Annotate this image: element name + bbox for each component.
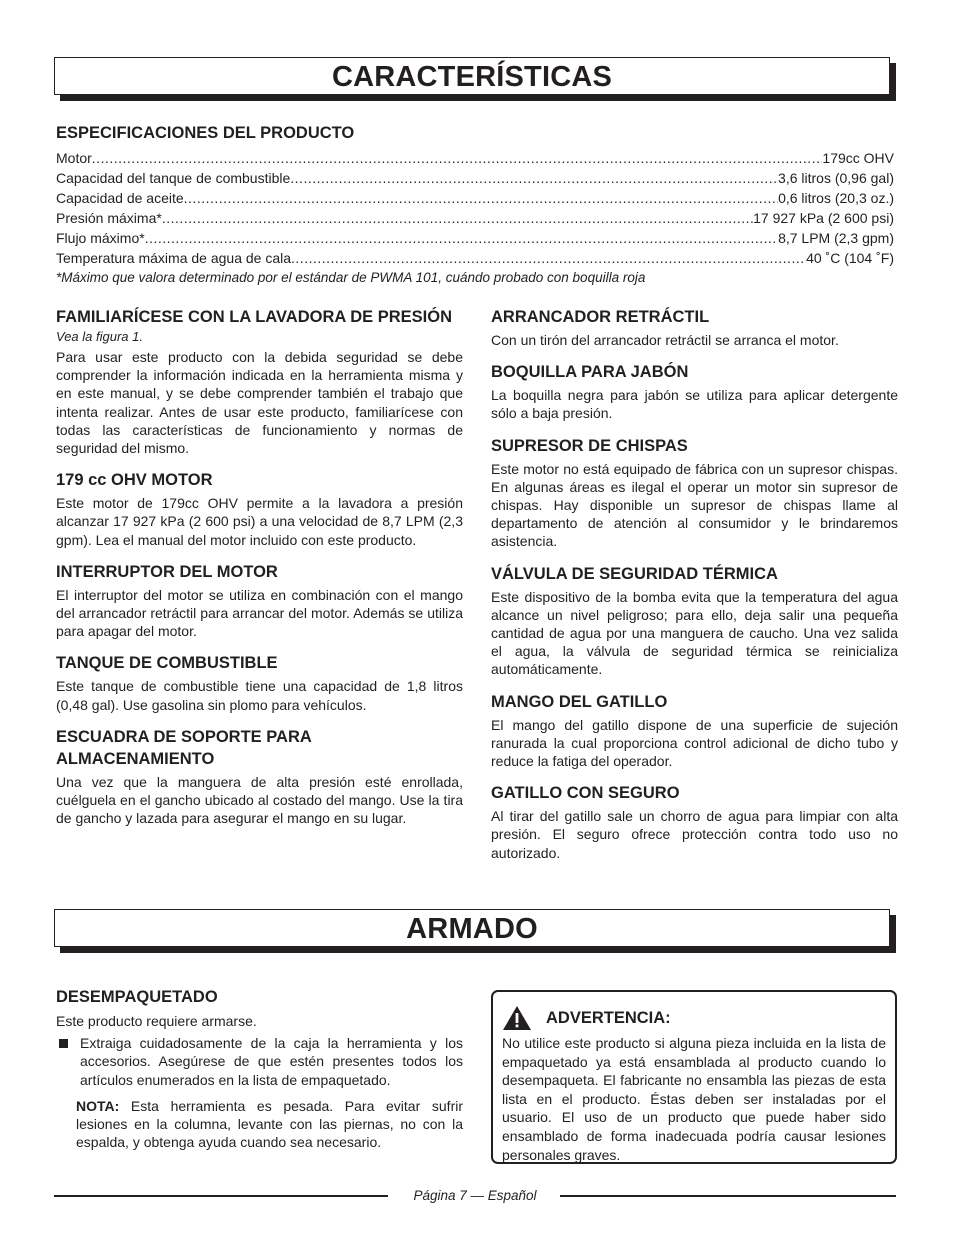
section-body: Con un tirón del arrancador retráctil se arranca el motor. <box>491 332 839 348</box>
unpacking-section <box>56 986 463 1151</box>
page-footer <box>54 1186 896 1206</box>
section-trigger-handle <box>491 691 898 771</box>
spec-row <box>56 188 894 208</box>
section-heading: DESEMPAQUETADO <box>56 988 218 1006</box>
section-fuel-tank <box>56 652 463 713</box>
spec-label: Flujo máximo* <box>56 230 145 246</box>
section-body: Este motor no está equipado de fábrica con un supresor chispas. En algunas áreas es ilegal el operar un motor sin supresor de chispas. Hay disponible un supresor de chispas llame al departamento de atención al consumidor y le brindaremos asistencia. <box>491 460 898 550</box>
section-body: Una vez que la manguera de alta presión esté enrollada, cuélguela en el gancho ubicado al costado del mango. Use la tira de gancho y lazada para asegurar el mango en su lugar. <box>56 773 463 827</box>
section-body: Al tirar del gatillo sale un chorro de agua para limpiar con alta presión. El seguro ofrece protección contra todo uso no autorizado. <box>491 808 898 861</box>
warning-header <box>502 1002 895 1034</box>
spec-row <box>56 208 894 228</box>
spec-footnote: *Máximo que valora determinado por el estándar de PWMA 101, cuándo probado con boquilla roja <box>56 270 646 285</box>
specs-heading: ESPECIFICACIONES DEL PRODUCTO <box>56 124 355 142</box>
section-soap-nozzle <box>491 361 898 422</box>
section-heading: MANGO DEL GATILLO <box>491 692 668 711</box>
section-engine-switch <box>56 561 463 641</box>
warning-heading: ADVERTENCIA: <box>546 1009 671 1027</box>
section-title: CARACTERÍSTICAS <box>331 61 613 93</box>
bullet-text: Extraiga cuidadosamente de la caja la herramienta y los accesorios. Asegúrese de que estén presentes todos los artículos enumerados en la lista de empaquetado. <box>80 1035 463 1088</box>
section-heading: FAMILIARÍCESE CON LA LAVADORA DE PRESIÓN <box>56 308 453 326</box>
spec-label: Motor <box>56 150 92 166</box>
spec-row <box>56 248 894 268</box>
section-storage-bracket <box>56 726 463 828</box>
section-motor <box>56 469 463 549</box>
spec-label: Capacidad de aceite <box>56 190 184 206</box>
section-heading: SUPRESOR DE CHISPAS <box>491 436 688 455</box>
list-item <box>56 1034 463 1089</box>
section-recoil-starter <box>491 306 898 349</box>
section-title: ARMADO <box>406 913 538 945</box>
spec-label: Presión máxima* <box>56 210 162 226</box>
section-heading: VÁLVULA DE SEGURIDAD TÉRMICA <box>491 564 778 583</box>
section-banner-armado <box>54 909 890 947</box>
section-body: El mango del gatillo dispone de una superficie de sujeción ranurada la cual proporciona control adicional de dicho tubo y reduce la fatiga del operador. <box>491 716 898 770</box>
figure-reference: Vea la figura 1. <box>56 329 143 344</box>
spec-value: 17 927 kPa (2 600 psi) <box>753 210 894 226</box>
warning-box <box>491 990 897 1164</box>
spec-value: 3,6 litros (0,96 gal) <box>778 170 894 186</box>
spec-row <box>56 228 894 248</box>
section-body: El interruptor del motor se utiliza en combinación con el mango del arrancador retráctil para arrancar del motor. Además se utiliza para apagar del motor. <box>56 586 463 640</box>
left-column <box>56 306 463 839</box>
spec-label: Capacidad del tanque de combustible <box>56 170 291 186</box>
spec-value: 8,7 LPM (2,3 gpm) <box>778 230 894 246</box>
unpack-intro: Este producto requiere armarse. <box>56 1013 257 1029</box>
section-banner-caracteristicas <box>54 57 890 95</box>
section-body: La boquilla negra para jabón se utiliza para aplicar detergente sólo a baja presión. <box>491 387 898 422</box>
right-column <box>491 306 898 874</box>
spec-value: 0,6 litros (20,3 oz.) <box>778 190 894 206</box>
note-label: NOTA: <box>76 1097 120 1114</box>
specifications-block <box>56 122 894 288</box>
section-heading: TANQUE DE COMBUSTIBLE <box>56 654 278 673</box>
section-thermal-valve <box>491 563 898 679</box>
square-bullet-icon <box>59 1039 68 1048</box>
section-trigger-lock <box>491 782 898 862</box>
section-body: Para usar este producto con la debida seguridad se debe comprender la información indicada en la herramienta misma y en este manual, y se debe comprender también el trabajo que intenta realizar. Antes de usar este producto, familiarícese con todas las características de funcionamiento y normas de seguridad del mismo. <box>56 349 463 457</box>
spec-row <box>56 148 894 168</box>
section-familiarize <box>56 306 463 457</box>
warning-body: No utilice este producto si alguna pieza incluida en la lista de empaquetado ya está ensamblada al producto cuando lo desempaqueta. El fabricante no ensambla las piezas de esta lista en el producto. Éstas deben ser instaladas por el usuario. El uso de un producto que puede haber sido ensamblado de forma inadecuada podría causar lesiones personales graves. <box>502 1035 886 1163</box>
section-body: Este dispositivo de la bomba evita que la temperatura del agua alcance un nivel peligroso; para ello, deja salir una pequeña cantidad de agua por una manguera de caucho. Una vez salida el agua, la válvula de seguridad térmica se reinicializa automáticamente. <box>491 588 898 678</box>
section-body: Este motor de 179cc OHV permite a la lavadora a presión alcanzar 17 927 kPa (2 600 psi) a una velocidad de 8,7 LPM (2,3 gpm). Lea el manual del motor incluido con este producto. <box>56 495 463 548</box>
note-text: Esta herramienta es pesada. Para evitar sufrir lesiones en la columna, levante con las piernas, no con la espalda, y obtenga ayuda cuando sea necesario. <box>76 1097 463 1151</box>
section-heading: ESCUADRA DE SOPORTE PARA ALMACENAMIENTO <box>56 727 312 768</box>
warning-triangle-icon <box>502 1005 532 1031</box>
spec-value: 179cc OHV <box>822 150 894 166</box>
spec-value: 40 ˚C (104 ˚F) <box>806 250 894 266</box>
section-heading: GATILLO CON SEGURO <box>491 784 680 803</box>
spec-label: Temperatura máxima de agua de cala <box>56 250 292 266</box>
page-number: Página 7 — Español <box>413 1188 537 1203</box>
section-heading: INTERRUPTOR DEL MOTOR <box>56 562 278 581</box>
section-heading: 179 cc OHV MOTOR <box>56 471 213 490</box>
spec-row <box>56 168 894 188</box>
note-paragraph <box>76 1097 463 1152</box>
section-spark-arrestor <box>491 435 898 551</box>
section-heading: ARRANCADOR RETRÁCTIL <box>491 308 710 326</box>
section-body: Este tanque de combustible tiene una capacidad de 1,8 litros (0,48 gal). Use gasolina sin plomo para vehículos. <box>56 678 463 713</box>
section-heading: BOQUILLA PARA JABÓN <box>491 363 689 382</box>
